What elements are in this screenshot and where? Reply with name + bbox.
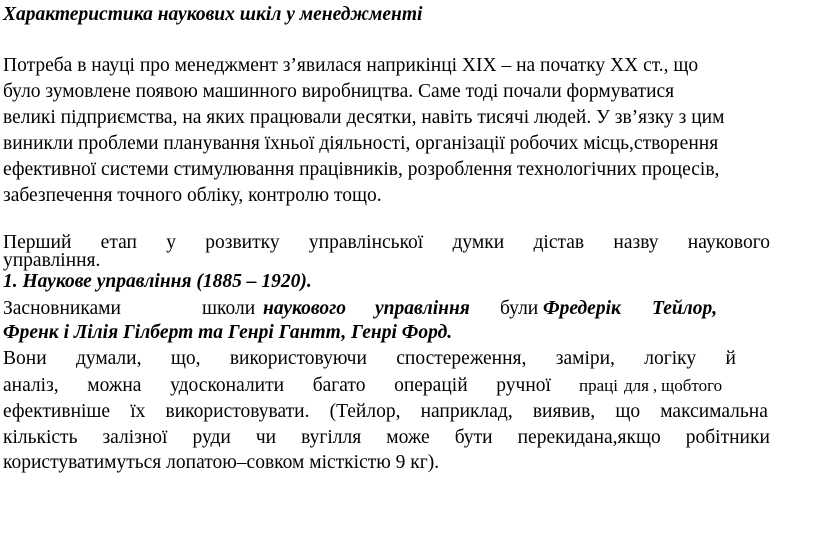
- para4-end: користуватимуться лопатою–совком місткістю 9 кг).: [3, 452, 440, 473]
- word: логіку: [644, 348, 697, 369]
- word: перекидана,якщо: [517, 427, 661, 448]
- word: вугілля: [301, 427, 362, 448]
- word: що: [615, 401, 641, 422]
- word: залізної: [102, 427, 168, 448]
- word: Вони: [3, 348, 47, 369]
- word: назву: [613, 232, 659, 253]
- word: наукового: [263, 298, 347, 319]
- word: управлінської: [308, 232, 424, 253]
- word: етап: [100, 232, 137, 253]
- word: Фредерік: [543, 298, 621, 319]
- word: чи: [255, 427, 277, 448]
- word: багато: [312, 375, 366, 396]
- para4-line: [3, 346, 736, 372]
- para1-line: ефективної системи стимулювання працівників, розроблення технологічних процесів,: [3, 159, 720, 180]
- word: виявив,: [532, 401, 596, 422]
- founders-names: Френк і Лілія Гілберт та Генрі Гантт, Генрі Форд.: [3, 322, 453, 343]
- word: школи: [202, 298, 256, 319]
- word: дістав: [533, 232, 585, 253]
- word: ,: [652, 376, 658, 395]
- word: розвитку: [205, 232, 280, 253]
- word: операцій: [394, 375, 468, 396]
- word: можна: [87, 375, 142, 396]
- word: максимальна: [660, 401, 768, 422]
- para1-line: було зумовлене появою машинного виробництва. Саме тоді почали формуватися: [3, 81, 675, 102]
- para2-end: управління.: [3, 250, 101, 271]
- word: й: [725, 348, 736, 369]
- word: думки: [452, 232, 505, 253]
- para4-segment: [3, 373, 551, 399]
- word: щобтого: [661, 376, 723, 395]
- word: Перший: [3, 232, 72, 253]
- para4-line: [3, 373, 740, 399]
- para1-line: забезпечення точного обліку, контролю тощо.: [3, 185, 382, 206]
- word: удосконалити: [170, 375, 285, 396]
- word: аналіз,: [3, 375, 59, 396]
- section-heading: 1. Наукове управління (1885 – 1920).: [3, 271, 312, 292]
- word: (Тейлор,: [329, 401, 401, 422]
- word: були: [500, 298, 539, 319]
- doc-title: Характеристика наукових шкіл у менеджменті: [3, 4, 423, 25]
- word: використовуючи: [229, 348, 367, 369]
- word: думали,: [75, 348, 142, 369]
- para4-line: [3, 425, 770, 451]
- word: ефективніше: [3, 401, 111, 422]
- word: наукового: [687, 232, 770, 253]
- para4-line: [3, 399, 768, 425]
- word: заміри,: [555, 348, 615, 369]
- word: наприклад,: [420, 401, 513, 422]
- word: кількість: [3, 427, 78, 448]
- word: Засновниками: [3, 298, 121, 319]
- word: використовувати.: [165, 401, 310, 422]
- word: у: [166, 232, 176, 253]
- word: їх: [130, 401, 146, 422]
- word: руди: [192, 427, 231, 448]
- para1-line: Потреба в науці про менеджмент з’явилася наприкінці XIX – на початку XX ст., що: [3, 55, 699, 76]
- word: бути: [454, 427, 493, 448]
- word: праці: [579, 376, 618, 395]
- word: спостереження,: [396, 348, 527, 369]
- para1-line: великі підприємства, на яких працювали десятки, навіть тисячі людей. У зв’язку з цим: [3, 107, 725, 128]
- word: для: [623, 376, 649, 395]
- word: що,: [170, 348, 201, 369]
- word: управління: [375, 298, 470, 319]
- word: ручної: [496, 375, 551, 396]
- para1-line: виникли проблеми планування їхньої діяльності, організації робочих місць,створення: [3, 133, 719, 154]
- word: може: [386, 427, 430, 448]
- word: робітники: [685, 427, 770, 448]
- word: Тейлор,: [652, 298, 718, 319]
